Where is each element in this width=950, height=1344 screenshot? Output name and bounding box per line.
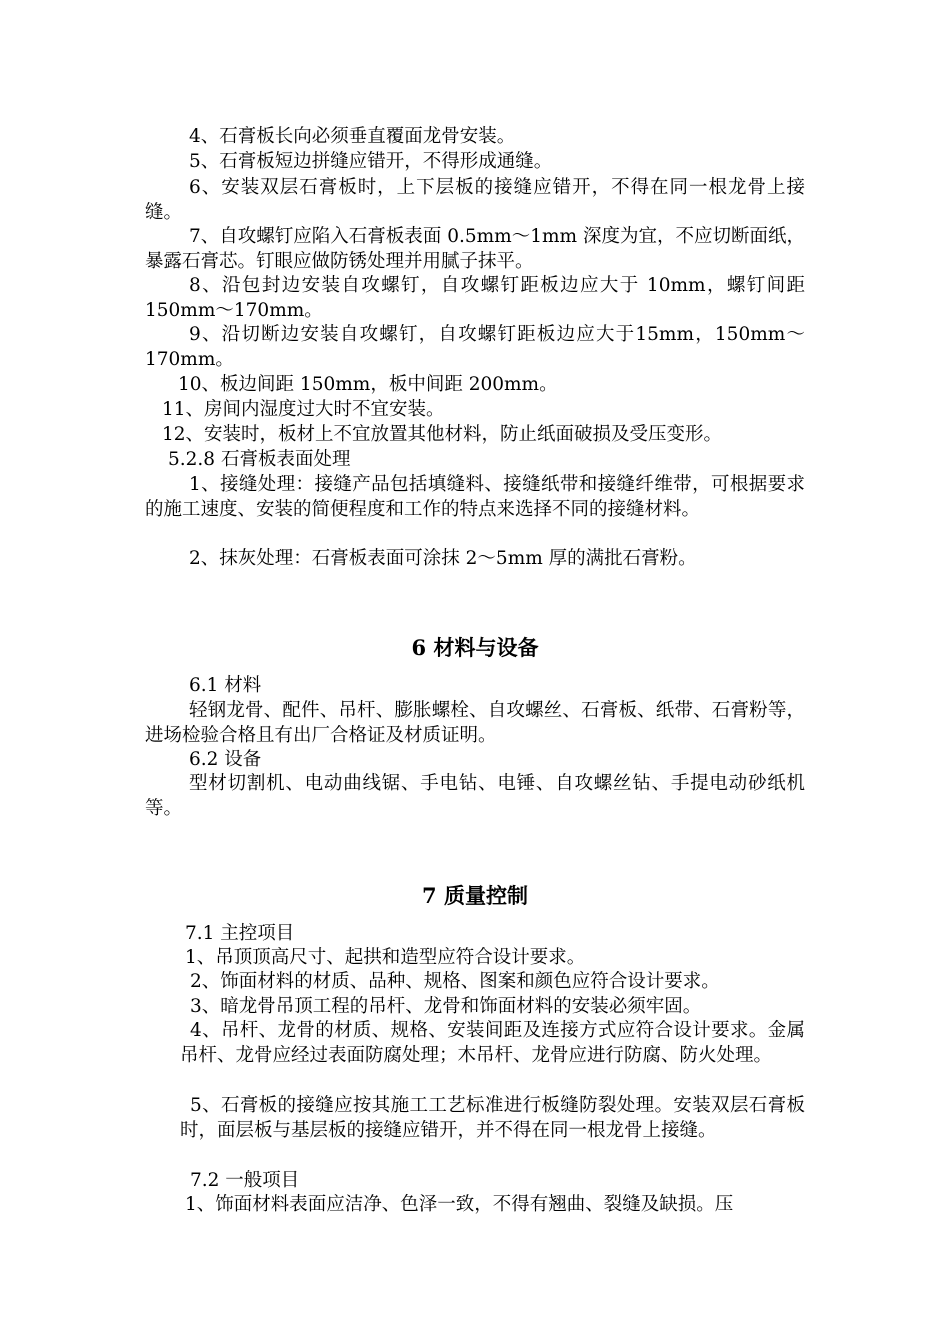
item-6: 6、安装双层石膏板时，上下层板的接缝应错开，不得在同一根龙骨上接缝。 <box>145 177 805 223</box>
plaster-treatment: 2、抹灰处理：石膏板表面可涂抹 2～5mm 厚的满批石膏粉。 <box>189 548 697 569</box>
item-9: 9、沿切断边安装自攻螺钉，自攻螺钉距板边应大于15mm，150mm～170mm。 <box>145 324 805 370</box>
item-10: 10、板边间距 150mm，板中间距 200mm。 <box>178 374 558 395</box>
item-4: 4、石膏板长向必须垂直覆面龙骨安装。 <box>189 126 516 147</box>
joint-treatment: 1、接缝处理：接缝产品包括填缝料、接缝纸带和接缝纤维带，可根据要求的施工速度、安装的简便程度和工作的特点来选择不同的接缝材料。 <box>145 474 805 520</box>
subsection-6-1: 6.1 材料 <box>189 675 262 696</box>
item-12: 12、安装时，板材上不宜放置其他材料，防止纸面破损及受压变形。 <box>162 424 723 445</box>
subsection-7-2: 7.2 一般项目 <box>190 1170 300 1191</box>
item-5: 5、石膏板短边拼缝应错开，不得形成通缝。 <box>189 151 553 172</box>
main-item-5: 5、石膏板的接缝应按其施工工艺标准进行板缝防裂处理。安装双层石膏板时，面层板与基层板的接缝应错开，并不得在同一根龙骨上接缝。 <box>180 1095 805 1141</box>
subsection-7-1: 7.1 主控项目 <box>185 923 295 944</box>
main-item-1: 1、吊顶顶高尺寸、起拱和造型应符合设计要求。 <box>185 947 586 968</box>
section-7-heading: 7 质量控制 <box>422 883 528 908</box>
equipment-text: 型材切割机、电动曲线锯、手电钻、电锤、自攻螺丝钻、手提电动砂纸机等。 <box>145 773 805 819</box>
main-item-3: 3、暗龙骨吊顶工程的吊杆、龙骨和饰面材料的安装必须牢固。 <box>190 996 702 1017</box>
item-8: 8、沿包封边安装自攻螺钉，自攻螺钉距板边应大于 10mm，螺钉间距 150mm～170mm。 <box>145 275 805 321</box>
item-7: 7、自攻螺钉应陷入石膏板表面 0.5mm～1mm 深度为宜，不应切断面纸，暴露石膏芯。钉眼应做防锈处理并用腻子抹平。 <box>145 226 805 272</box>
item-11: 11、房间内湿度过大时不宜安装。 <box>162 399 445 420</box>
materials-text: 轻钢龙骨、配件、吊杆、膨胀螺栓、自攻螺丝、石膏板、纸带、石膏粉等，进场检验合格且有出厂合格证及材质证明。 <box>145 700 805 746</box>
main-item-4: 4、吊杆、龙骨的材质、规格、安装间距及连接方式应符合设计要求。金属吊杆、龙骨应经过表面防腐处理；木吊杆、龙骨应进行防腐、防火处理。 <box>180 1020 805 1066</box>
general-item-1: 1、饰面材料表面应洁净、色泽一致，不得有翘曲、裂缝及缺损。压 <box>185 1194 734 1215</box>
subsection-6-2: 6.2 设备 <box>189 749 262 770</box>
main-item-2: 2、饰面材料的材质、品种、规格、图案和颜色应符合设计要求。 <box>190 971 720 992</box>
subsection-5-2-8: 5.2.8 石膏板表面处理 <box>168 449 351 470</box>
section-6-heading: 6 材料与设备 <box>411 635 539 660</box>
